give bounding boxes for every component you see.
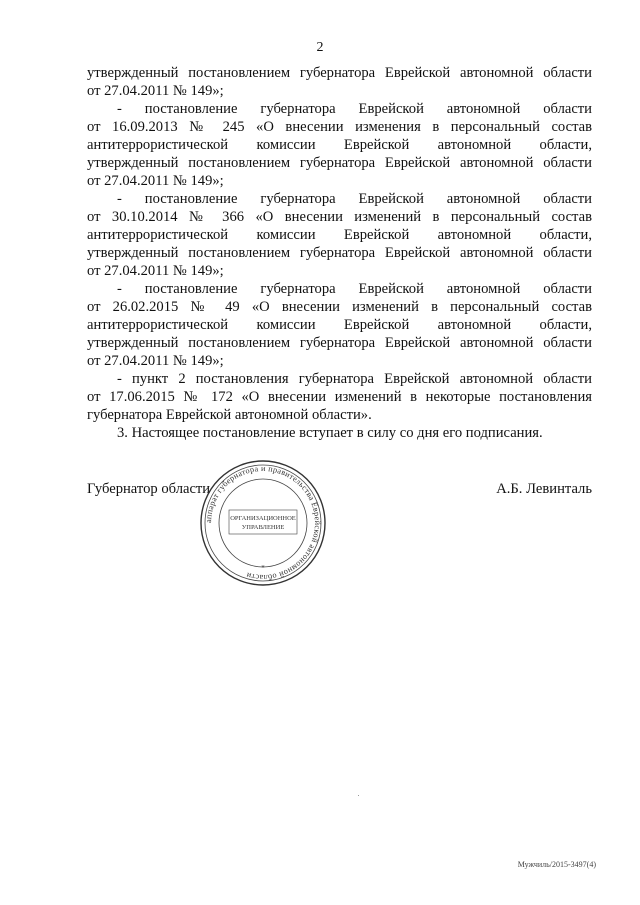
footer-code: Мужчиль/2015-3497(4): [517, 860, 596, 869]
seal-outer-text: аппарат губернатора и правительства Еврейской автономной области: [203, 463, 323, 583]
text-line: от 30.10.2014 № 366 «О внесении изменений в персональный состав: [87, 209, 592, 225]
text-line: антитеррористической комиссии Еврейской автономной области,: [87, 227, 592, 243]
text-line: утвержденный постановлением губернатора Еврейской автономной области: [87, 335, 592, 351]
signatory-name: А.Б. Левинталь: [496, 481, 592, 497]
list-item-start: - постановление губернатора Еврейской автономной области: [117, 101, 592, 117]
seal-center-line-2: УПРАВЛЕНИЕ: [241, 524, 285, 531]
text-line: от 27.04.2011 № 149»;: [87, 353, 224, 369]
document-body: [87, 64, 592, 442]
text-line: от 27.04.2011 № 149»;: [87, 263, 224, 279]
text-line: от 17.06.2015 № 172 «О внесении изменений в некоторые постановления: [87, 389, 592, 405]
speck: [358, 795, 359, 796]
paragraph-3: 3. Настоящее постановление вступает в силу со дня его подписания.: [117, 425, 543, 441]
signature-block: [87, 481, 592, 501]
signatory-position: Губернатор области: [87, 481, 211, 497]
text-line: антитеррористической комиссии Еврейской автономной области,: [87, 317, 592, 333]
page-number: 2: [316, 40, 324, 55]
text-line: от 16.09.2013 № 245 «О внесении изменения в персональный состав: [87, 119, 592, 135]
text-line: от 26.02.2015 № 49 «О внесении изменений в персональный состав: [87, 299, 592, 315]
svg-text:*: *: [261, 564, 265, 572]
official-seal-stamp: [188, 458, 338, 588]
text-line: утвержденный постановлением губернатора Еврейской автономной области: [87, 155, 592, 171]
text-line: губернатора Еврейской автономной области».: [87, 407, 372, 423]
text-line: от 27.04.2011 № 149»;: [87, 83, 224, 99]
list-item-start: - пункт 2 постановления губернатора Еврейской автономной области: [117, 371, 592, 387]
list-item-start: - постановление губернатора Еврейской автономной области: [117, 281, 592, 297]
text-line: антитеррористической комиссии Еврейской автономной области,: [87, 137, 592, 153]
list-item-start: - постановление губернатора Еврейской автономной области: [117, 191, 592, 207]
text-line: утвержденный постановлением губернатора Еврейской автономной области: [87, 65, 592, 81]
text-line: утвержденный постановлением губернатора Еврейской автономной области: [87, 245, 592, 261]
text-line: от 27.04.2011 № 149»;: [87, 173, 224, 189]
seal-center-line-1: ОРГАНИЗАЦИОННОЕ: [230, 515, 296, 522]
